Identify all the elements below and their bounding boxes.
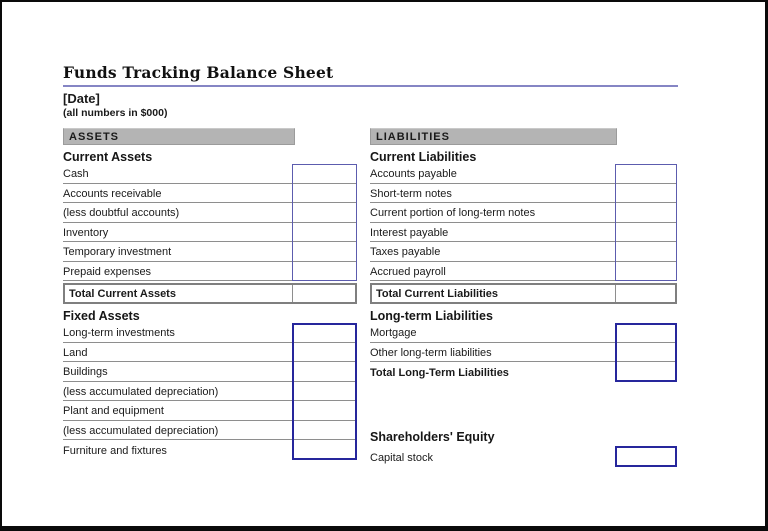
total-longterm-liabilities-label: Total Long-Term Liabilities xyxy=(370,366,509,379)
line-item-label: Cash xyxy=(63,168,89,181)
balance-sheet-columns xyxy=(63,128,678,468)
line-item-label: Prepaid expenses xyxy=(63,265,152,278)
current-liabilities-entry-box[interactable] xyxy=(615,164,677,281)
current-assets-group xyxy=(63,164,357,281)
assets-band: ASSETS xyxy=(63,128,295,145)
sheet-content xyxy=(2,2,765,468)
line-item-label: Accounts payable xyxy=(370,168,457,181)
current-liabilities-group xyxy=(370,164,677,281)
total-current-assets-value-cell[interactable] xyxy=(292,285,355,302)
longterm-liabilities-heading: Long-term Liabilities xyxy=(370,309,493,323)
longterm-liabilities-entry-box[interactable] xyxy=(615,323,677,382)
line-item-label: Furniture and fixtures xyxy=(63,444,167,457)
line-item-label: Temporary investment xyxy=(63,246,172,259)
line-item-label: Long-term investments xyxy=(63,327,175,340)
page-title: Funds Tracking Balance Sheet xyxy=(63,63,334,82)
current-liabilities-heading: Current Liabilities xyxy=(370,150,477,164)
fixed-assets-entry-box[interactable] xyxy=(292,323,357,460)
capital-stock-entry-box[interactable] xyxy=(615,446,677,467)
total-current-liabilities-label: Total Current Liabilities xyxy=(376,287,499,300)
line-item-label: Land xyxy=(63,346,88,359)
line-item-label: Current portion of long-term notes xyxy=(370,207,536,220)
line-item-label: (less accumulated depreciation) xyxy=(63,385,219,398)
line-item-label: Buildings xyxy=(63,366,108,379)
capital-stock-row xyxy=(370,446,677,468)
total-current-liabilities-row xyxy=(370,283,677,304)
title-underline xyxy=(63,85,678,87)
current-assets-entry-box[interactable] xyxy=(292,164,357,281)
total-current-assets-row xyxy=(63,283,357,304)
line-item-label: Taxes payable xyxy=(370,246,441,259)
capital-stock-label: Capital stock xyxy=(370,451,433,464)
fixed-assets-group xyxy=(63,323,357,460)
line-item-label: Interest payable xyxy=(370,226,449,239)
fixed-assets-heading: Fixed Assets xyxy=(63,309,140,323)
line-item-label: Other long-term liabilities xyxy=(370,346,492,359)
line-item-label: (less accumulated depreciation) xyxy=(63,424,219,437)
line-item-label: Mortgage xyxy=(370,327,417,340)
line-item-label: Inventory xyxy=(63,226,109,239)
date-placeholder[interactable]: [Date] xyxy=(63,91,100,106)
line-item-label: Plant and equipment xyxy=(63,405,164,418)
assets-column xyxy=(63,128,357,468)
current-assets-heading: Current Assets xyxy=(63,150,153,164)
liabilities-band: LIABILITIES xyxy=(370,128,617,145)
line-item-label: Accounts receivable xyxy=(63,187,162,200)
units-note: (all numbers in $000) xyxy=(63,107,168,119)
longterm-liabilities-group xyxy=(370,323,677,382)
line-item-label: Short-term notes xyxy=(370,187,452,200)
shareholders-equity-heading: Shareholders' Equity xyxy=(370,429,495,444)
liabilities-column xyxy=(370,128,677,468)
line-item-label: (less doubtful accounts) xyxy=(63,207,180,220)
total-current-liabilities-value-cell[interactable] xyxy=(615,285,675,302)
total-current-assets-label: Total Current Assets xyxy=(69,287,176,300)
line-item-label: Accrued payroll xyxy=(370,265,446,278)
